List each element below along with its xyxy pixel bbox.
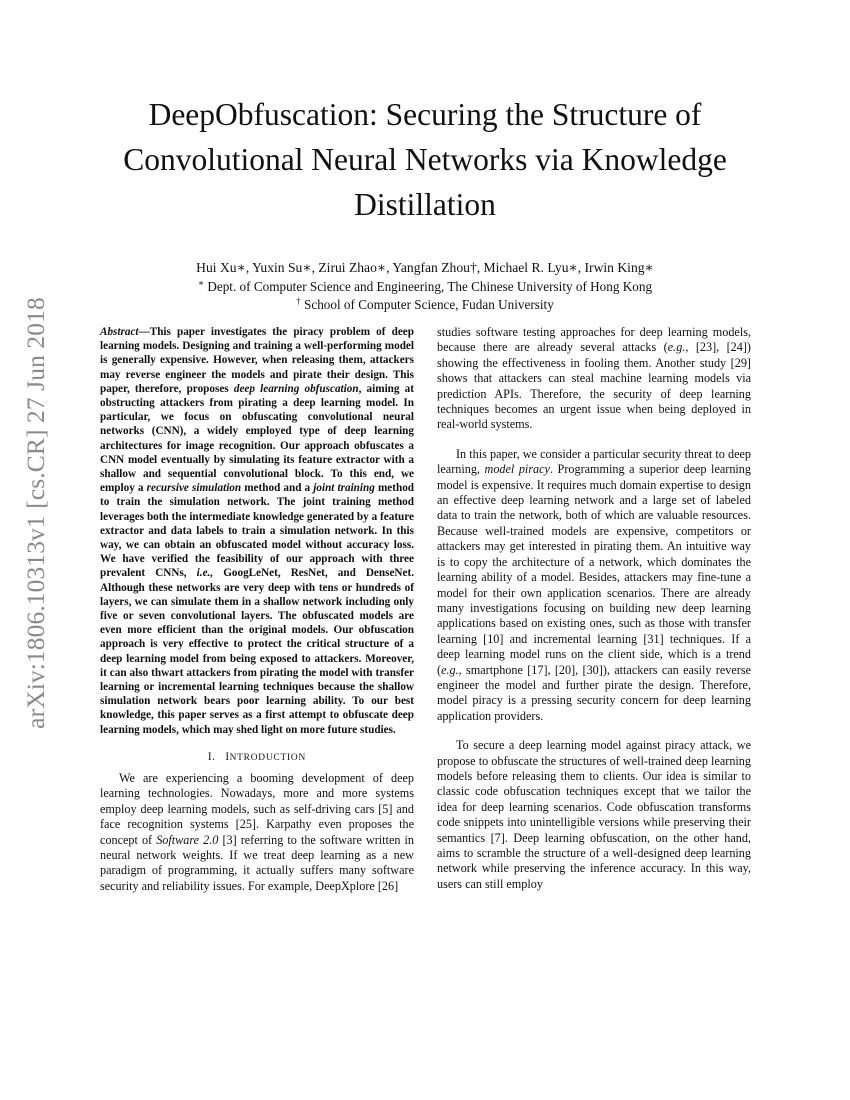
affiliation-mark: †	[296, 296, 301, 306]
paragraph-continued	[437, 325, 751, 433]
paragraph-text: In this paper, we consider a particular security threat to deep learning,	[437, 446, 751, 477]
abstract-text: method to train the simulation network. The joint training method leverages both the intermediate knowledge generated by a feature extractor and data labels to train a simulation network. In this way, we can obtain an obfuscated model without accuracy loss. We have verified the feasibility of our approach with three prevalent CNNs,	[100, 482, 415, 580]
section-number: I.	[207, 750, 216, 763]
paragraph-text: [3] referring to the software written in neural network weights. If we treat deep learning as a new paradigm of programming, it actually suffers many software security and reliability issues. For example, DeepXplore [26]	[100, 832, 414, 893]
abstract-heading: Abstract	[100, 326, 139, 338]
abstract-text: —This paper investigates the piracy problem of deep learning models. Designing and training a well-performing model is generally expensive. However, when releasing them, attackers may reverse engineer the models and pirate their design. This paper, therefore, proposes	[100, 326, 414, 395]
paragraph-obfuscation: To secure a deep learning model against piracy attack, we propose to obfuscate the structures of well-trained deep learning models before releasing them to clients. Our idea is similar to classic code obfuscation techniques except that we tailor the idea for deep learning scenarios. Code obfuscation transforms code snippets into unintelligible versions while preserving their semantics [7]. Deep learning obfuscation, on the other hand, aims to scramble the structure of a well-designed deep learning network while preserving the inference accuracy. In this way, users can still employ	[437, 738, 751, 891]
abstract-text: , aiming at obstructing attackers from pirating a deep learning model. In particular, we focus on obfuscating convolutional neural networks (CNN), a widely employed type of deep learning architectures for image recognition. Our approach obfuscates a CNN model eventually by simulating its feature extractor with a shallow and sequential convolutional block. To this end, we employ a	[100, 382, 415, 495]
intro-paragraph	[100, 771, 414, 894]
paragraph-emphasis: model piracy	[484, 462, 550, 477]
affiliation-cuhk	[80, 278, 770, 296]
paragraph-gap	[437, 433, 751, 447]
arxiv-stamp	[18, 268, 54, 758]
paragraph-emphasis: e.g.,	[441, 662, 462, 677]
abstract-emphasis: joint training	[313, 482, 375, 495]
section-title-rest: NTRODUCTION	[229, 752, 307, 763]
paper-title: DeepObfuscation: Securing the Structure of Convolutional Neural Networks via Knowledge Distillation	[123, 97, 727, 222]
abstract	[100, 325, 414, 737]
left-column	[100, 325, 414, 894]
abstract-emphasis: recursive simulation	[146, 482, 242, 495]
paragraph-emphasis: Software 2.0	[156, 832, 219, 847]
affiliation-text: School of Computer Science, Fudan University	[304, 297, 554, 312]
paragraph-text: . Programming a superior deep learning model is expensive. It requires much domain expertise to design an effective deep learning network and a large set of labeled data to train the network, both of which are valuable resources. Because well-trained models are expensive, competitors or attackers may get interested in pirating them. An intuitive way is to copy the architecture of a network, which dominates the learning ability of a model. Besides, attackers may fine-tune a model for their own application scenarios. There are already many investigations focusing on building new deep learning applications based on existing ones, such as those with transfer learning [10] and incremental learning [31] techniques. If a deep learning model runs on the client side, which is a trend (	[437, 462, 751, 677]
author-list: Hui Xu∗, Yuxin Su∗, Zirui Zhao∗, Yangfan Zhou†, Michael R. Lyu∗, Irwin King∗	[196, 260, 654, 275]
section-initial: I	[225, 750, 230, 763]
paragraph-gap	[437, 724, 751, 738]
abstract-text: method and a	[241, 482, 314, 495]
arxiv-stamp-text: arXiv:1806.10313v1 [cs.CR] 27 Jun 2018	[21, 297, 50, 729]
paragraph-emphasis: e.g.,	[667, 340, 689, 355]
abstract-text: GoogLeNet, ResNet, and DenseNet. Although these networks are very deep with tens or hundreds of layers, we can simulate them in a shallow network including only five or seven convolutional layers. The obfuscated models are even more efficient than the original models. Our obfuscation approach is very effective to protect the critical structure of a deep learning model from being exposed to attackers. Moreover, it can also thwart attackers from pirating the model with transfer learning or incremental learning techniques because the shallow simulation network bears poor learning ability. To our best knowledge, this paper serves as a first attempt to obfuscate deep learning models, which may shed light on more future studies.	[100, 567, 414, 736]
paragraph-text: [23], [24]) showing the effectiveness in fooling them. Another study [29] shows that attackers can steal machine learning models via prediction APIs. Therefore, the security of deep learning techniques becomes an urgent issue when being deployed in real-world systems.	[437, 340, 751, 432]
abstract-emphasis: deep learning obfuscation	[233, 382, 359, 395]
right-column	[437, 325, 751, 892]
affiliation-text: Dept. of Computer Science and Engineering, The Chinese University of Hong Kong	[207, 279, 653, 294]
paragraph-text: We are experiencing a booming development of deep learning technologies. Nowadays, more and more systems employ deep learning models, such as self-driving cars [5] and face recognition systems [25]. Karpathy even proposes the concept of	[100, 770, 414, 847]
paragraph-text: smartphone [17], [20], [30]), attackers can easily reverse engineer the model and further pirate the design. Therefore, model piracy is a pressing security concern for deep learning application providers.	[437, 662, 751, 723]
paragraph-text: studies software testing approaches for deep learning models, because there are already several attacks (	[437, 325, 751, 355]
abstract-emphasis: i.e.,	[196, 567, 214, 580]
section-heading-introduction	[100, 751, 414, 763]
affiliation-mark: ∗	[197, 278, 205, 288]
affiliation-fudan	[80, 296, 770, 314]
paragraph-model-piracy	[437, 447, 751, 724]
